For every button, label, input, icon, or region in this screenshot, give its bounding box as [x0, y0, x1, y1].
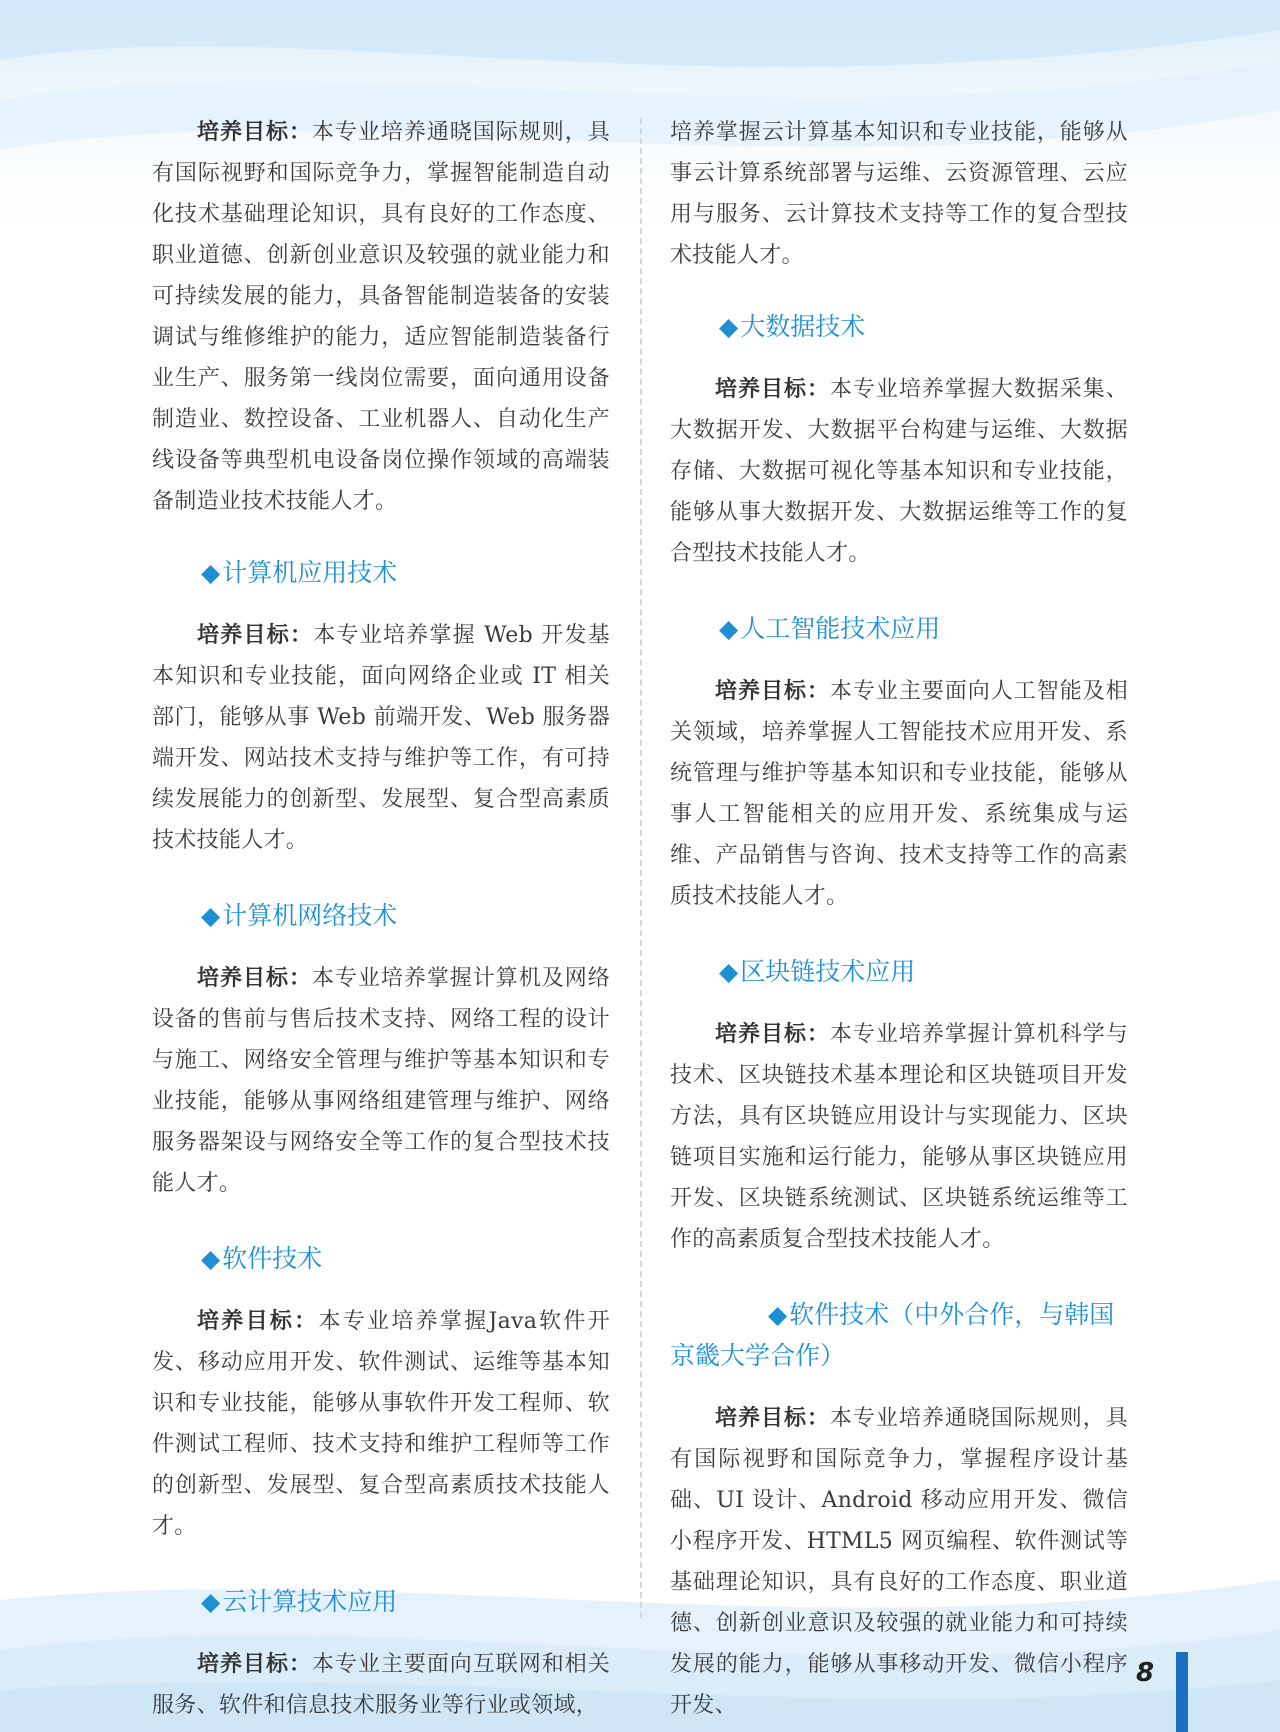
target-label: 培养目标：	[197, 1309, 319, 1334]
section-paragraph: 培养目标：本专业主要面向互联网和相关服务、软件和信息技术服务业等行业或领域，	[152, 1652, 610, 1718]
section-heading: ◆大数据技术	[670, 306, 1128, 347]
section-heading: ◆人工智能技术应用	[670, 608, 1128, 649]
target-label: 培养目标：	[715, 679, 830, 704]
section-heading: ◆计算机应用技术	[152, 552, 610, 593]
section-paragraph: 培养目标：本专业培养掌握Java软件开发、移动应用开发、软件测试、运维等基本知识和专业技能，能够从事软件开发工程师、软件测试工程师、技术支持和维护工程师等工作的创新型、发展型、复合型高素质技术技能人才。	[152, 1309, 610, 1539]
target-label: 培养目标：	[715, 1406, 830, 1431]
intro-paragraph: 培养目标：本专业培养通晓国际规则，具有国际视野和国际竞争力，掌握智能制造自动化技术基础理论知识，具有良好的工作态度、职业道德、创新创业意识及较强的就业能力和可持续发展的能力，具备智能制造装备的安装调试与维修维护的能力，适应智能制造装备行业生产、服务第一线岗位需要，面向通用设备制造业、数控设备、工业机器人、自动化生产线设备等典型机电设备岗位操作领域的高端装备制造业技术技能人才。	[152, 120, 610, 514]
target-label: 培养目标：	[197, 623, 314, 648]
diamond-icon: ◆	[201, 558, 221, 587]
diamond-icon: ◆	[201, 1244, 221, 1273]
diamond-icon: ◆	[719, 312, 739, 341]
section-heading: ◆软件技术	[152, 1238, 610, 1279]
target-label: 培养目标：	[197, 966, 312, 991]
section-paragraph: 培养目标：本专业培养通晓国际规则，具有国际视野和国际竞争力，掌握程序设计基础、UI 设计、Android 移动应用开发、微信小程序开发、HTML5 网页编程、软件测试等基础理论知识，具有良好的工作态度、职业道德、创新创业意识及较强的就业能力和可持续发展的能力，能够从事移动开发、微信小程序开发、	[670, 1406, 1128, 1718]
target-label: 培养目标：	[715, 1022, 830, 1047]
target-label: 培养目标：	[197, 120, 312, 145]
section-paragraph: 培养目标：本专业培养掌握 Web 开发基本知识和专业技能，面向网络企业或 IT 相关部门，能够从事 Web 前端开发、Web 服务器端开发、网站技术支持与维护等工作，有可持续发展能力的创新型、发展型、复合型高素质技术技能人才。	[152, 623, 610, 853]
diamond-icon: ◆	[201, 1587, 221, 1616]
section-paragraph: 培养目标：本专业主要面向人工智能及相关领域，培养掌握人工智能技术应用开发、系统管理与维护等基本知识和专业技能，能够从事人工智能相关的应用开发、系统集成与运维、产品销售与咨询、技术支持等工作的高素质技术技能人才。	[670, 679, 1128, 909]
section-heading: ◆云计算技术应用	[152, 1581, 610, 1622]
continued-paragraph: 培养掌握云计算基本知识和专业技能，能够从事云计算系统部署与运维、云资源管理、云应用与服务、云计算技术支持等工作的复合型技术技能人才。	[670, 120, 1128, 268]
diamond-icon: ◆	[201, 901, 221, 930]
page-number: 8	[1136, 1658, 1155, 1688]
section-paragraph: 培养目标：本专业培养掌握计算机科学与技术、区块链技术基本理论和区块链项目开发方法，具有区块链应用设计与实现能力、区块链项目实施和运行能力，能够从事区块链应用开发、区块链系统测试、区块链系统运维等工作的高素质复合型技术技能人才。	[670, 1022, 1128, 1252]
target-label: 培养目标：	[197, 1652, 312, 1677]
diamond-icon: ◆	[719, 614, 739, 643]
column-divider	[640, 118, 642, 1618]
section-heading: ◆区块链技术应用	[670, 951, 1128, 992]
diamond-icon: ◆	[768, 1300, 788, 1329]
section-paragraph: 培养目标：本专业培养掌握计算机及网络设备的售前与售后技术支持、网络工程的设计与施工、网络安全管理与维护等基本知识和专业技能，能够从事网络组建管理与维护、网络服务器架设与网络安全等工作的复合型技术技能人才。	[152, 966, 610, 1196]
page-number-bar	[1176, 1652, 1188, 1732]
section-heading: ◆软件技术（中外合作，与韩国京畿大学合作）	[670, 1294, 1128, 1376]
target-label: 培养目标：	[715, 377, 830, 402]
diamond-icon: ◆	[719, 957, 739, 986]
section-paragraph: 培养目标：本专业培养掌握大数据采集、大数据开发、大数据平台构建与运维、大数据存储、大数据可视化等基本知识和专业技能，能够从事大数据开发、大数据运维等工作的复合型技术技能人才。	[670, 377, 1128, 566]
right-column	[670, 112, 1128, 1726]
section-heading: ◆计算机网络技术	[152, 895, 610, 936]
left-column	[152, 112, 610, 1726]
